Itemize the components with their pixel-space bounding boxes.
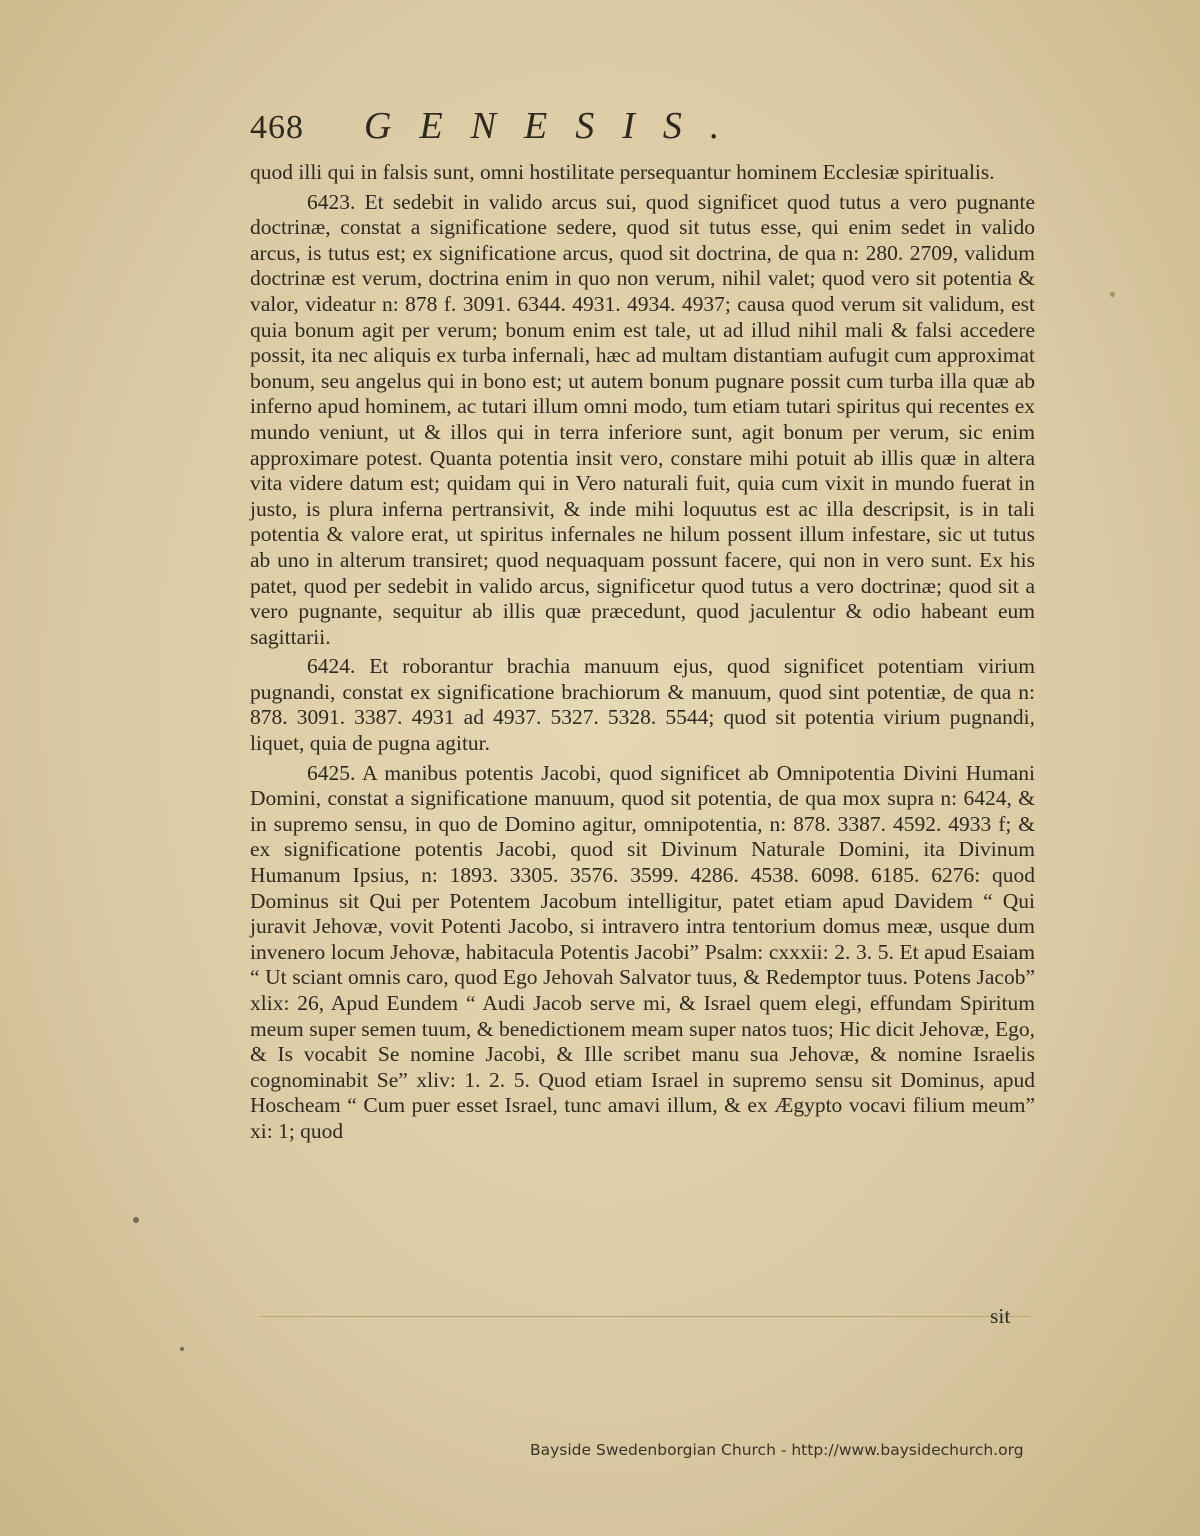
ink-spot — [133, 1217, 139, 1223]
body-text — [250, 160, 1035, 1149]
ink-spot — [1110, 292, 1115, 297]
page-header — [250, 104, 880, 154]
paragraph-6424: 6424. Et roborantur brachia manuum ejus, quod significet potentiam virium pugnandi, constat ex significatione brachiorum & manuum, quod sint potentiæ, de qua n: 878. 3091. 3387. 4931 ad 4937. 5327. 5328. 5544; quod sit potentia virium pugnandi, liquet, quia de pugna agitur. — [250, 654, 1035, 756]
paragraph-6425: 6425. A manibus potentis Jacobi, quod significet ab Omnipotentia Divini Humani Domini, constat a significatione manuum, quod sit potentia, de qua mox supra n: 6424, & in supremo sensu, in quo de Domino agitur, omnipotentia, n: 878. 3387. 4592. 4933 f; & ex significatione potentis Jacobi, quod sit Divinum Naturale Domini, ita Divinum Humanum Ipsius, n: 1893. 3305. 3576. 3599. 4286. 4538. 6098. 6185. 6276: quod Dominus sit Qui per Potentem Jacobum intelligitur, patet etiam apud Davidem “ Qui juravit Jehovæ, vovit Potenti Jacobo, si intravero intra tentorium domus meæ, usque dum invenero locum Jehovæ, habitacula Potentis Jacobi” Psalm: cxxxii: 2. 3. 5. Et apud Esaiam “ Ut sciant omnis caro, quod Ego Jehovah Salvator tuus, & Redemptor tuus. Potens Jacob” xlix: 26, Apud Eundem “ Audi Jacob serve mi, & Israel quem elegi, effundam Spiritum meum super semen tuum, & benedictionem meam super natos tuos; Hic dicit Jehovæ, Ego, & Is vocabit Se nomine Jacobi, & Ille scribet manu sua Jehovæ, & nomine Israelis cognominabit Se” xliv: 1. 2. 5. Quod etiam Israel in supremo sensu sit Dominus, apud Hoscheam “ Cum puer esset Israel, tunc amavi illum, & ex Ægypto vocavi filium meum” xi: 1; quod — [250, 760, 1035, 1143]
page-number: 468 — [250, 109, 304, 146]
footer-credit: Bayside Swedenborgian Church - http://www.baysidechurch.org — [530, 1441, 1024, 1459]
catchword: sit — [990, 1304, 1011, 1328]
running-title: GENESIS. — [364, 105, 748, 147]
paragraph-6423: 6423. Et sedebit in valido arcus sui, quod significet quod tutus a vero pugnante doctrinæ, constat a significatione sedere, quod sit tutus esse, qui enim sedet in valido arcus, is tutus est; ex significatione arcus, quod sit doctrina, de qua n: 280. 2709, validum doctrinæ est verum, doctrina enim in quo non verum, nihil valet; quod vero sit potentia & valor, videatur n: 878 f. 3091. 6344. 4931. 4934. 4937; causa quod verum sit validum, est quia bonum agit per verum; bonum enim est tale, ut ad illud nihil mali & falsi accedere possit, ita nec aliquis ex turba infernali, hæc ad multam distantiam aufugit cum approximat bonum, seu angelus qui in bono est; ut autem bonum pugnare possit cum turba illa quæ ab inferno apud hominem, ac tutari illum omni modo, tum etiam tutari spiritus qui recentes ex mundo veniunt, ut & illos qui in terra inferiore sunt, agit bonum per verum, sic enim approximare potest. Quanta potentia insit vero, constare mihi potuit ab illis quæ in altera vita videre datum est; quidam qui in Vero naturali fuit, quia cum vixit in mundo fuerat in justo, is plura inferna pertransivit, & inde mihi loquutus est ac illa descripsit, is in tali potentia & valore erat, ut spiritus infernales ne hilum possent illum infestare, sic ut tutus ab uno in alterum transiret; quod nequaquam possunt facere, qui non in vero sunt. Ex his patet, quod per sedebit in valido arcus, significetur quod tutus a vero doctrinæ; quod sit a vero pugnante, sequitur ab illis quæ præcedunt, quod jaculentur & odio habeant eum sagittarii. — [250, 189, 1035, 649]
ink-spot — [180, 1347, 184, 1351]
paragraph-continuation: quod illi qui in falsis sunt, omni hostilitate persequantur hominem Ecclesiæ spiritualis. — [250, 160, 995, 184]
paper-crease — [260, 1316, 1030, 1317]
